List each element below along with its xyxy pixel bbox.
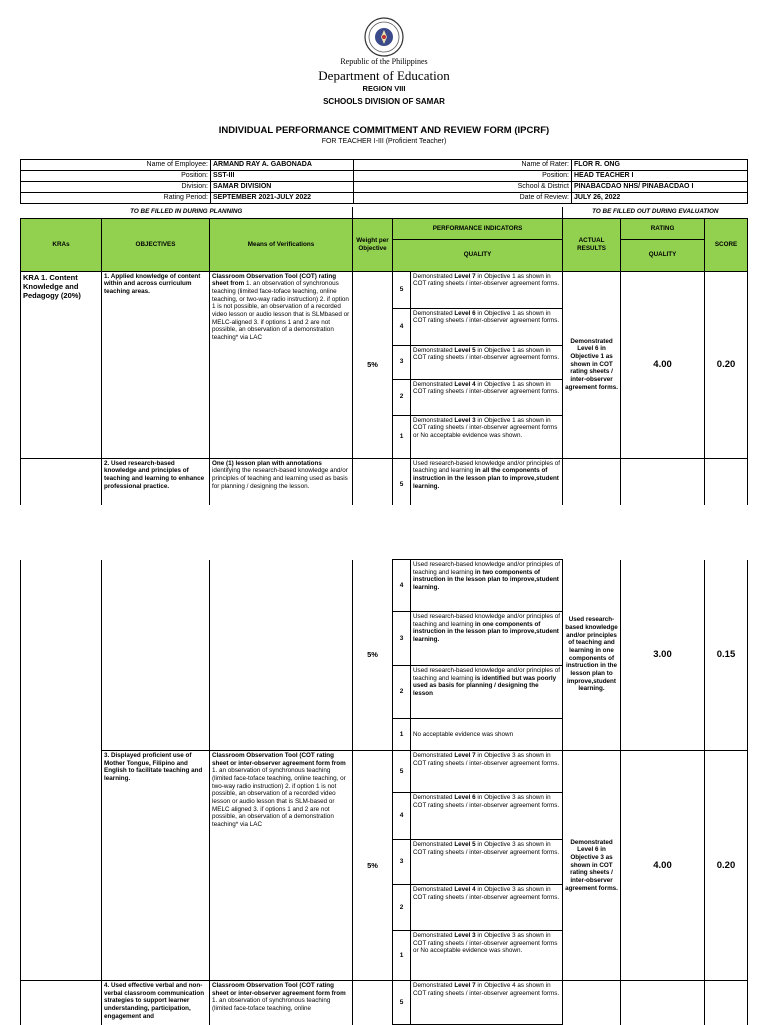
review-label: Date of Review:	[354, 193, 572, 204]
level-indicator: Demonstrated Level 4 in Objective 3 as shown in COT rating sheets / inter-observer agreement forms.	[411, 885, 563, 931]
level-number: 3	[393, 345, 411, 379]
level-number: 1	[393, 719, 411, 751]
level-indicator: Demonstrated Level 5 in Objective 3 as shown in COT rating sheets / inter-observer agreement forms.	[411, 840, 563, 885]
mov-2-heading: One (1) lesson plan with annotations	[212, 459, 322, 467]
mov-2-body: identifying the research-based knowledge and/or principles of teaching and learning used as basis for planning / designing the lesson.	[212, 467, 348, 490]
col-score: SCORE	[705, 218, 748, 271]
level-number: 4	[393, 560, 411, 612]
weight-2: 5%	[353, 560, 393, 751]
deped-seal-icon	[364, 17, 404, 57]
division-label: Division:	[21, 182, 211, 193]
rating-2: 3.00	[621, 560, 705, 751]
level-indicator: Used research-based knowledge and/or principles of teaching and learning in two components of instruction in the lesson plan to improve,student learning.	[411, 560, 563, 612]
mov-1	[210, 271, 353, 458]
col-rating-quality: QUALITY	[621, 239, 705, 271]
employee-label: Name of Employee:	[21, 160, 211, 171]
mov-4-body: 1. an observation of synchronous teaching (limited face-toface teaching, online	[212, 997, 331, 1013]
rater-position-value: HEAD TEACHER I	[572, 171, 748, 182]
kra-1-label: KRA 1. Content Knowledge and Pedagogy (20%)	[21, 271, 102, 458]
level-indicator: No acceptable evidence was shown	[411, 719, 563, 751]
level-indicator: Used research-based knowledge and/or principles of teaching and learning is identified but was poorly used as basis for planning / designing the lesson	[411, 666, 563, 719]
ipcrf-table-page-2	[20, 559, 748, 1025]
objective-4: 4. Used effective verbal and non-verbal classroom communication strategies to support learner understanding, participation, engagement and	[102, 981, 210, 1025]
level-indicator: Demonstrated Level 3 in Objective 1 as shown in COT rating sheets / inter-observer agreement forms or No acceptable evidence was shown.	[411, 415, 563, 458]
level-indicator: Demonstrated Level 7 in Objective 1 as shown in COT rating sheets / inter-observer agreement forms.	[411, 271, 563, 308]
mov-3	[210, 751, 353, 981]
mov-1-body: 1. an observation of synchronous teaching (limited face-toface teaching, online teaching, or two-way radio instruction) 2. if option 1 is not possible, an observation of a recorded video lesson or audio lesson that is SLMbased or MELC-aligned 3. if options 1 and 2 are not possible, an observation of a demonstration teaching* via LAC	[212, 280, 350, 341]
ipcrf-table-page-1	[20, 207, 748, 512]
score-1: 0.20	[705, 271, 748, 458]
level-indicator: Demonstrated Level 5 in Objective 1 as shown in COT rating sheets / inter-observer agreement forms.	[411, 345, 563, 379]
mov-3-heading: Classroom Observation Tool (COT rating sheet or inter-observer agreement form from	[212, 752, 346, 767]
level-number: 1	[393, 931, 411, 981]
department-text: Department of Education	[318, 68, 450, 83]
level-number: 2	[393, 666, 411, 719]
mov-4-heading: Classroom Observation Tool (COT rating sheet or inter-observer agreement form from	[212, 982, 346, 997]
period-label: Rating Period:	[21, 193, 211, 204]
rating-3: 4.00	[621, 751, 705, 981]
form-subtitle: FOR TEACHER I-III (Proficient Teacher)	[321, 138, 447, 145]
mov-2	[210, 458, 353, 511]
col-mov: Means of Verifications	[210, 218, 353, 271]
objective-3: 3. Displayed proficient use of Mother Tongue, Filipino and English to facilitate teaching and learning.	[102, 751, 210, 981]
rater-position-label: Position:	[354, 171, 572, 182]
employee-value: ARMAND RAY A. GABONADA	[211, 160, 354, 171]
planning-note: TO BE FILLED IN DURING PLANNING	[21, 207, 353, 218]
level-number: 5	[393, 458, 411, 511]
level-number: 2	[393, 885, 411, 931]
level-number: 2	[393, 379, 411, 415]
col-rating: RATING	[621, 218, 705, 239]
republic-text: Republic of the Philippines	[340, 57, 428, 66]
level-number: 4	[393, 793, 411, 840]
review-value: JULY 26, 2022	[572, 193, 748, 204]
level-indicator: Demonstrated Level 7 in Objective 4 as shown in COT rating sheets / inter-observer agreement forms.	[411, 981, 563, 1025]
level-indicator: Demonstrated Level 4 in Objective 1 as shown in COT rating sheets / inter-observer agreement forms.	[411, 379, 563, 415]
actual-result-1: Demonstrated Level 6 in Objective 1 as shown in COT rating sheets / inter-observer agreement forms.	[563, 271, 621, 458]
position-label: Position:	[21, 171, 211, 182]
rating-1: 4.00	[621, 271, 705, 458]
level-number: 5	[393, 981, 411, 1025]
mov-1-heading: Classroom Observation Tool (COT) rating sheet from	[212, 272, 337, 288]
school-label: School & District	[354, 182, 572, 193]
actual-result-3: Demonstrated Level 6 in Objective 3 as shown in COT rating sheets / inter-observer agreement forms.	[563, 751, 621, 981]
rater-value: FLOR R. ONG	[572, 160, 748, 171]
document-page-2	[0, 557, 768, 1024]
level-indicator: Demonstrated Level 7 in Objective 3 as shown in COT rating sheets / inter-observer agreement forms.	[411, 751, 563, 793]
region-text: REGION VIII	[362, 84, 406, 93]
page-gap	[0, 505, 768, 557]
mov-3-body: 1. an observation of synchronous teaching (limited face-toface teaching, online teaching, or two-way radio instruction) 2. if option 1 is not possible, an observation of a recorded video lesson or audio lesson that is SLM-based or MELC aligned 3. if options 1 and 2 are not possible, an observation of a demonstration teaching* via LAC	[212, 767, 346, 829]
level-indicator: Demonstrated Level 6 in Objective 3 as shown in COT rating sheets / inter-observer agreement forms.	[411, 793, 563, 840]
form-title: INDIVIDUAL PERFORMANCE COMMITMENT AND REVIEW FORM (IPCRF)	[218, 125, 550, 136]
score-2: 0.15	[705, 560, 748, 751]
level-indicator: Used research-based knowledge and/or principles of teaching and learning in one components of instruction in the lesson plan to improve,student learning.	[411, 612, 563, 666]
score-3: 0.20	[705, 751, 748, 981]
school-value: PINABACDAO NHS/ PINABACDAO I	[572, 182, 748, 193]
level-indicator: Used research-based knowledge and/or principles of teaching and learning in all the components of instruction in the lesson plan to improve,student learning.	[411, 458, 563, 511]
rater-label: Name of Rater:	[354, 160, 572, 171]
col-objectives: OBJECTIVES	[102, 218, 210, 271]
col-quality: QUALITY	[393, 239, 563, 271]
period-value: SEPTEMBER 2021-JULY 2022	[211, 193, 354, 204]
division-value: SAMAR DIVISION	[211, 182, 354, 193]
weight-1: 5%	[353, 271, 393, 458]
level-indicator: Demonstrated Level 3 in Objective 3 as shown in COT rating sheets / inter-observer agreement forms or No acceptable evidence was shown.	[411, 931, 563, 981]
actual-result-2: Used research-based knowledge and/or principles of teaching and learning in one components of instruction in the lesson plan to improve,student learning.	[563, 560, 621, 751]
position-value: SST-III	[211, 171, 354, 182]
employee-info-table	[20, 159, 748, 204]
col-weight: Weight per Objective	[353, 218, 393, 271]
col-actual-results: ACTUAL RESULTS	[563, 218, 621, 271]
col-kras: KRAs	[21, 218, 102, 271]
level-number: 4	[393, 308, 411, 345]
evaluation-note: TO BE FILLED OUT DURING EVALUATION	[563, 207, 748, 218]
division-text: SCHOOLS DIVISION OF SAMAR	[323, 97, 445, 106]
objective-2: 2. Used research-based knowledge and principles of teaching and learning to enhance professional practice.	[102, 458, 210, 511]
weight-3: 5%	[353, 751, 393, 981]
level-number: 5	[393, 271, 411, 308]
objective-1: 1. Applied knowledge of content within and across curriculum teaching areas.	[102, 271, 210, 458]
level-number: 5	[393, 751, 411, 793]
level-number: 3	[393, 612, 411, 666]
col-performance-indicators: PERFORMANCE INDICATORS	[393, 218, 563, 239]
mov-4	[210, 981, 353, 1025]
level-number: 1	[393, 415, 411, 458]
level-number: 3	[393, 840, 411, 885]
level-indicator: Demonstrated Level 6 in Objective 1 as shown in COT rating sheets / inter-observer agreement forms.	[411, 308, 563, 345]
document-page-1	[0, 0, 768, 505]
